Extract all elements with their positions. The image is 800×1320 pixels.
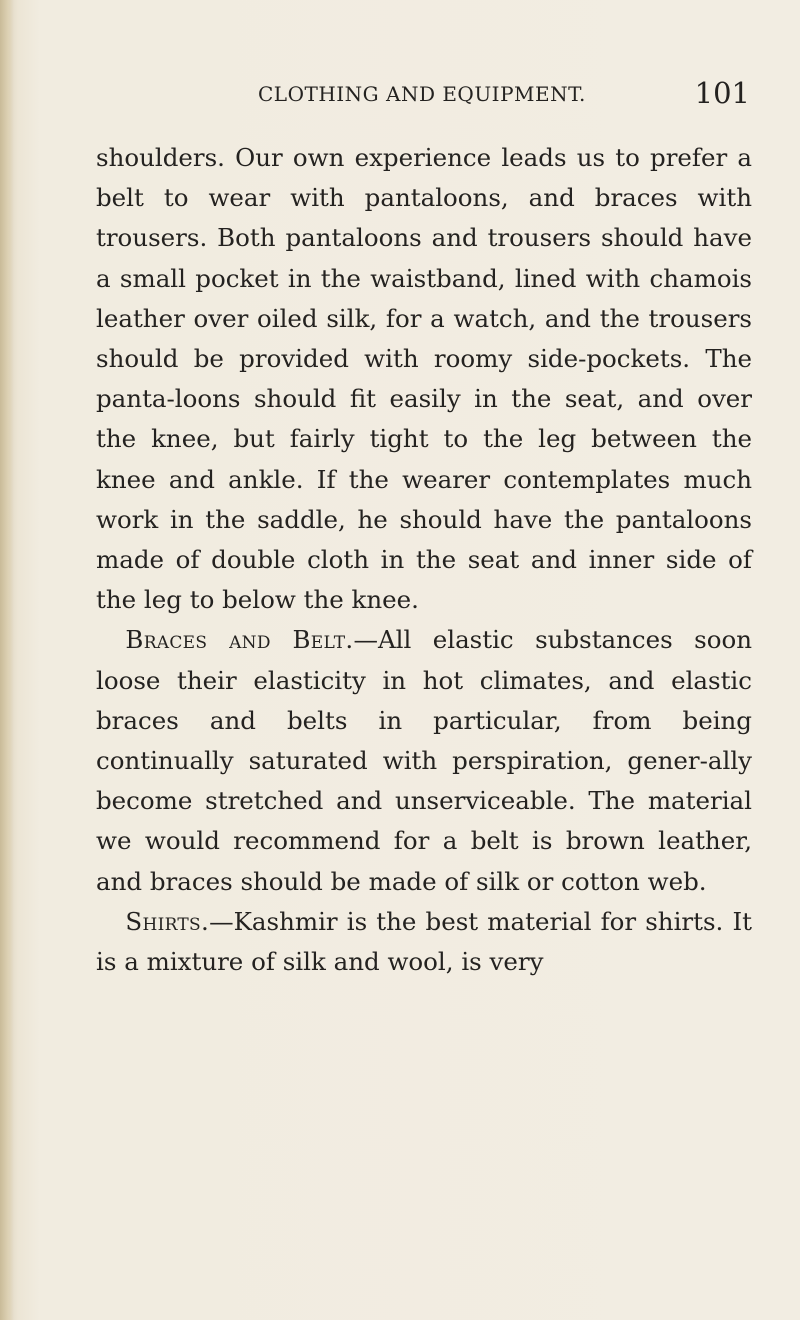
paragraph-trousers [96, 138, 752, 620]
body-text [96, 138, 752, 982]
paragraph-shirts [96, 902, 752, 982]
paragraph-text: —All elastic substances soon loose their elasticity in hot climates, and elastic braces and belts in particular, from being continually saturated with perspiration, gener-ally become stretched and unserviceable. The material we would recommend for a belt is brown leather, and braces should be made of silk or cotton web. [96, 625, 752, 896]
running-header-title: CLOTHING AND EQUIPMENT. [258, 82, 586, 106]
section-heading-braces-and-belt: Braces and Belt. [125, 625, 354, 655]
paragraph-text: shoulders. Our own experience leads us to prefer a belt to wear with pantaloons, and braces with trousers. Both pantaloons and trousers should have a small pocket in the waistband, lined with chamois leather over oiled silk, for a watch, and the trousers should be provided with roomy side-pockets. The panta-loons should fit easily in the seat, and over the knee, but fairly tight to the leg between the knee and ankle. If the wearer contemplates much work in the saddle, he should have the pantaloons made of double cloth in the seat and inner side of the leg to below the knee. [96, 143, 752, 615]
paragraph-braces-and-belt [96, 620, 752, 901]
paragraph-text: —Kashmir is the best material for shirts. It is a mixture of silk and wool, is very [96, 906, 752, 977]
page-number: 101 [694, 76, 750, 110]
page-gutter-shadow [0, 0, 14, 1320]
section-heading-shirts: Shirts. [125, 906, 210, 936]
